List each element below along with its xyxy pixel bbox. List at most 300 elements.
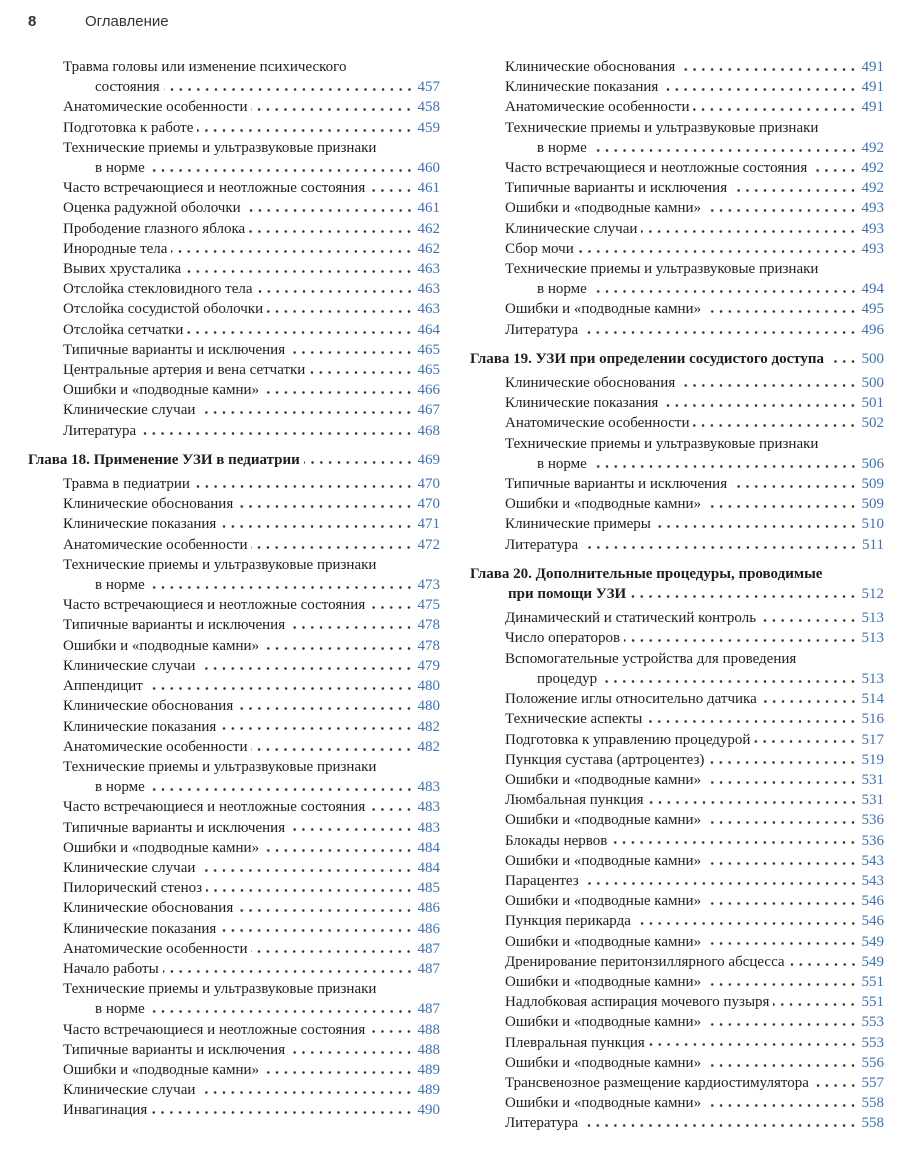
toc-entry-label: Прободение глазного яблока xyxy=(63,220,246,237)
dot-leader xyxy=(199,1080,415,1100)
toc-line xyxy=(28,138,440,158)
toc-page-number: 514 xyxy=(861,691,884,708)
toc-entry xyxy=(28,219,440,239)
dot-leader xyxy=(194,474,416,494)
toc-page-number: 487 xyxy=(417,940,440,957)
toc-line xyxy=(28,575,440,595)
toc-line xyxy=(28,858,440,878)
toc-line xyxy=(28,656,440,676)
toc-page-number: 483 xyxy=(417,819,440,836)
toc-line xyxy=(470,932,884,952)
toc-line xyxy=(28,818,440,838)
dot-leader xyxy=(251,939,415,959)
toc-page-number: 492 xyxy=(861,180,884,197)
dot-leader xyxy=(147,676,416,696)
dot-leader xyxy=(789,952,860,972)
toc-page-number: 483 xyxy=(417,799,440,816)
toc-page-number: 469 xyxy=(417,451,440,468)
toc-line xyxy=(28,797,440,817)
toc-page-number: 467 xyxy=(417,402,440,419)
toc-entry-label: в норме xyxy=(537,455,587,472)
toc-line xyxy=(28,450,440,470)
toc-line xyxy=(470,1073,884,1093)
toc-entry-label: в норме xyxy=(95,160,145,177)
toc-entry-label: Клинические случаи xyxy=(63,859,196,876)
toc-entry-label: в норме xyxy=(95,1001,145,1018)
toc-page-number: 556 xyxy=(861,1054,884,1071)
toc-line xyxy=(28,1040,440,1060)
toc-page-number: 501 xyxy=(861,395,884,412)
dot-leader xyxy=(149,575,416,595)
toc-line xyxy=(28,676,440,696)
toc-page-number: 506 xyxy=(861,455,884,472)
dot-leader xyxy=(251,535,415,555)
table-of-contents xyxy=(28,57,884,1134)
toc-entry xyxy=(28,676,440,696)
toc-entry xyxy=(28,97,440,117)
toc-entry-label: состояния xyxy=(95,79,160,96)
dot-leader xyxy=(251,97,415,117)
dot-leader xyxy=(369,797,415,817)
toc-entry-label: Число операторов xyxy=(505,630,621,647)
dot-leader xyxy=(237,898,415,918)
dot-leader xyxy=(582,1113,859,1133)
toc-entry xyxy=(470,770,884,790)
toc-entry xyxy=(28,360,440,380)
toc-page-number: 494 xyxy=(861,281,884,298)
toc-entry-label: Положение иглы относительно датчика xyxy=(505,691,757,708)
toc-entry-label: Люмбальная пункция xyxy=(505,792,644,809)
toc-page-number: 462 xyxy=(417,240,440,257)
toc-page-number: 478 xyxy=(417,637,440,654)
dot-leader xyxy=(369,1020,415,1040)
toc-entry-label: Инвагинация xyxy=(63,1102,148,1119)
toc-entry-label: Часто встречающиеся и неотложные состояния xyxy=(63,1021,366,1038)
dot-leader xyxy=(369,595,415,615)
toc-column-left xyxy=(28,57,440,1134)
toc-page-number: 484 xyxy=(417,839,440,856)
toc-entry-label: Надлобковая аспирация мочевого пузыря xyxy=(505,994,770,1011)
dot-leader xyxy=(582,535,860,555)
toc-line xyxy=(28,320,440,340)
dot-leader xyxy=(705,851,859,871)
toc-entry-label: Аппендицит xyxy=(63,678,143,695)
toc-entry-label: Технические приемы и ультразвуковые признаки xyxy=(63,981,377,998)
toc-page-number: 483 xyxy=(417,779,440,796)
toc-entry-label: Ошибки и «подводные камни» xyxy=(505,200,702,217)
dot-leader xyxy=(705,1093,859,1113)
toc-page-number: 466 xyxy=(417,382,440,399)
dot-leader xyxy=(249,219,415,239)
toc-entry-label: Ошибки и «подводные камни» xyxy=(505,973,702,990)
dot-leader xyxy=(705,1012,859,1032)
dot-leader xyxy=(648,790,860,810)
page-title: Оглавление xyxy=(85,13,169,30)
toc-entry xyxy=(28,979,440,1019)
toc-entry xyxy=(470,320,884,340)
toc-page-number: 536 xyxy=(861,832,884,849)
toc-line xyxy=(28,239,440,259)
toc-entry xyxy=(470,871,884,891)
toc-entry xyxy=(470,299,884,319)
dot-leader xyxy=(149,777,416,797)
toc-page-number: 493 xyxy=(861,200,884,217)
toc-line xyxy=(28,118,440,138)
toc-entry-label: Часто встречающиеся и неотложные состояния xyxy=(63,799,366,816)
toc-page-number: 464 xyxy=(417,321,440,338)
toc-entry xyxy=(28,717,440,737)
toc-entry xyxy=(28,198,440,218)
toc-entry xyxy=(470,494,884,514)
toc-entry xyxy=(470,608,884,628)
toc-entry-label: Клинические обоснования xyxy=(505,59,676,75)
toc-entry xyxy=(28,1080,440,1100)
toc-line xyxy=(470,1012,884,1032)
dot-leader xyxy=(220,514,415,534)
toc-page-number: 486 xyxy=(417,920,440,937)
toc-line xyxy=(28,555,440,575)
toc-page-number: 482 xyxy=(417,738,440,755)
toc-entry-label: Глава 19. УЗИ при определении сосудистого доступа xyxy=(470,350,825,367)
toc-entry-label: Блокады нервов xyxy=(505,832,608,849)
toc-entry xyxy=(28,919,440,939)
toc-line xyxy=(28,77,440,97)
toc-line xyxy=(470,373,884,393)
toc-line xyxy=(470,891,884,911)
toc-line xyxy=(470,709,884,729)
toc-entry-label: Глава 20. Дополнительные процедуры, проводимые xyxy=(470,565,823,582)
toc-entry xyxy=(28,959,440,979)
toc-line xyxy=(28,939,440,959)
toc-entry xyxy=(470,239,884,259)
dot-leader xyxy=(140,421,415,441)
toc-entry xyxy=(28,178,440,198)
toc-entry-label: Отслойка стекловидного тела xyxy=(63,281,253,298)
toc-entry xyxy=(470,219,884,239)
toc-entry-label: Клинические примеры xyxy=(505,516,651,533)
dot-leader xyxy=(646,709,859,729)
toc-entry xyxy=(28,239,440,259)
dot-leader xyxy=(705,494,859,514)
dot-leader xyxy=(199,656,415,676)
toc-entry-label: Отслойка сетчатки xyxy=(63,321,184,338)
toc-page-number: 460 xyxy=(417,160,440,177)
toc-entry-label: Ошибки и «подводные камни» xyxy=(505,893,702,910)
toc-page-number: 531 xyxy=(861,792,884,809)
toc-page-number: 519 xyxy=(861,751,884,768)
dot-leader xyxy=(263,1060,415,1080)
dot-leader xyxy=(705,891,859,911)
toc-entry-label: Вывих хрусталика xyxy=(63,261,182,278)
toc-entry-label: Ошибки и «подводные камни» xyxy=(505,301,702,318)
toc-entry xyxy=(28,299,440,319)
toc-entry-label: Типичные варианты и исключения xyxy=(63,819,286,836)
toc-entry-label: Начало работы xyxy=(63,960,159,977)
toc-entry-label: Ошибки и «подводные камни» xyxy=(505,1095,702,1112)
toc-entry-label: Анатомические особенности xyxy=(63,738,248,755)
dot-leader xyxy=(705,1053,859,1073)
toc-line xyxy=(470,259,884,279)
dot-leader xyxy=(220,717,415,737)
toc-chapter-entry xyxy=(28,450,440,470)
toc-entry-label: Типичные варианты и исключения xyxy=(63,1041,286,1058)
dot-leader xyxy=(813,1073,860,1093)
toc-entry xyxy=(470,649,884,689)
toc-line xyxy=(470,564,884,584)
toc-page-number: 553 xyxy=(861,1014,884,1031)
toc-page-number: 459 xyxy=(417,119,440,136)
toc-line xyxy=(28,1020,440,1040)
toc-entry xyxy=(470,972,884,992)
toc-entry xyxy=(28,615,440,635)
dot-leader xyxy=(369,178,415,198)
toc-page-number: 475 xyxy=(417,597,440,614)
toc-entry-label: Инородные тела xyxy=(63,240,168,257)
toc-line xyxy=(28,1080,440,1100)
toc-entry xyxy=(470,750,884,770)
toc-page-number: 549 xyxy=(861,933,884,950)
dot-leader xyxy=(289,615,415,635)
toc-entry xyxy=(470,932,884,952)
toc-page-number: 471 xyxy=(417,516,440,533)
toc-page-number: 543 xyxy=(861,852,884,869)
toc-page-number: 465 xyxy=(417,341,440,358)
dot-leader xyxy=(267,299,415,319)
dot-leader xyxy=(171,239,415,259)
toc-page-number: 495 xyxy=(861,301,884,318)
toc-page-number: 472 xyxy=(417,536,440,553)
toc-line xyxy=(28,158,440,178)
dot-leader xyxy=(828,349,859,369)
toc-line xyxy=(470,535,884,555)
dot-leader xyxy=(705,932,859,952)
toc-entry xyxy=(28,421,440,441)
toc-entry xyxy=(470,77,884,97)
toc-entry xyxy=(470,198,884,218)
toc-line xyxy=(28,898,440,918)
toc-line xyxy=(470,1113,884,1133)
toc-entry xyxy=(28,1060,440,1080)
toc-page-number: 458 xyxy=(417,99,440,116)
toc-entry xyxy=(470,1113,884,1133)
toc-entry-label: Центральные артерия и вена сетчатки xyxy=(63,362,306,379)
toc-line xyxy=(470,730,884,750)
toc-page-number: 551 xyxy=(861,973,884,990)
toc-entry-label: Типичные варианты и исключения xyxy=(505,180,728,197)
toc-entry-label: Технические приемы и ультразвуковые признаки xyxy=(63,556,377,573)
toc-entry-label: Анатомические особенности xyxy=(505,415,690,432)
toc-page-number: 553 xyxy=(861,1034,884,1051)
toc-line xyxy=(470,158,884,178)
dot-leader xyxy=(578,239,860,259)
toc-entry-label: при помощи УЗИ xyxy=(508,586,627,603)
toc-page-number: 492 xyxy=(861,160,884,177)
toc-line xyxy=(28,999,440,1019)
toc-entry xyxy=(470,891,884,911)
toc-page-number: 485 xyxy=(417,880,440,897)
toc-page-number: 517 xyxy=(861,731,884,748)
toc-line xyxy=(28,514,440,534)
toc-page-number: 478 xyxy=(417,617,440,634)
toc-line xyxy=(28,494,440,514)
toc-entry-label: Пилорический стеноз xyxy=(63,880,203,897)
toc-entry xyxy=(28,1100,440,1120)
toc-line xyxy=(470,239,884,259)
toc-entry-label: Ошибки и «подводные камни» xyxy=(505,852,702,869)
dot-leader xyxy=(149,158,416,178)
page-header xyxy=(28,13,169,30)
toc-page-number: 465 xyxy=(417,362,440,379)
toc-page-number: 482 xyxy=(417,718,440,735)
toc-entry xyxy=(28,898,440,918)
toc-entry xyxy=(28,1040,440,1060)
dot-leader xyxy=(649,1033,860,1053)
toc-entry-label: Клинические показания xyxy=(505,395,659,412)
toc-line xyxy=(470,474,884,494)
toc-page-number: 543 xyxy=(861,872,884,889)
toc-page-number: 488 xyxy=(417,1021,440,1038)
dot-leader xyxy=(591,279,860,299)
toc-entry xyxy=(28,858,440,878)
toc-entry-label: Ошибки и «подводные камни» xyxy=(63,382,260,399)
toc-entry-label: Глава 18. Применение УЗИ в педиатрии xyxy=(28,451,300,468)
toc-entry xyxy=(470,1053,884,1073)
toc-page-number: 531 xyxy=(861,771,884,788)
toc-entry-label: Ошибки и «подводные камни» xyxy=(505,1054,702,1071)
toc-entry-label: Ошибки и «подводные камни» xyxy=(505,771,702,788)
toc-entry-label: Клинические показания xyxy=(63,920,217,937)
toc-line xyxy=(470,972,884,992)
toc-entry-label: Технические приемы и ультразвуковые признаки xyxy=(505,261,819,278)
dot-leader xyxy=(641,219,859,239)
toc-entry xyxy=(28,400,440,420)
toc-entry xyxy=(28,1020,440,1040)
toc-entry xyxy=(470,57,884,77)
toc-entry-label: Ошибки и «подводные камни» xyxy=(505,933,702,950)
dot-leader xyxy=(611,831,859,851)
dot-leader xyxy=(263,380,415,400)
toc-line xyxy=(28,474,440,494)
toc-entry-label: Дренирование перитонзиллярного абсцесса xyxy=(505,953,785,970)
toc-line xyxy=(470,669,884,689)
toc-entry-label: Подготовка к управлению процедурой xyxy=(505,731,751,748)
toc-entry-label: в норме xyxy=(537,281,587,298)
dot-leader xyxy=(289,818,415,838)
toc-page-number: 557 xyxy=(861,1074,884,1091)
toc-page-number: 492 xyxy=(861,139,884,156)
toc-page-number: 496 xyxy=(861,321,884,338)
dot-leader xyxy=(601,669,859,689)
toc-page-number: 463 xyxy=(417,261,440,278)
toc-line xyxy=(470,219,884,239)
toc-page-number: 513 xyxy=(861,610,884,627)
toc-entry xyxy=(470,952,884,972)
toc-page-number: 488 xyxy=(417,1041,440,1058)
toc-entry-label: Клинические случаи xyxy=(63,657,196,674)
toc-line xyxy=(28,178,440,198)
toc-page-number: 516 xyxy=(861,711,884,728)
toc-entry-label: Клинические случаи xyxy=(63,1082,196,1099)
toc-line xyxy=(470,608,884,628)
toc-page-number: 457 xyxy=(417,79,440,96)
toc-entry-label: Плевральная пункция xyxy=(505,1034,645,1051)
toc-page-number: 487 xyxy=(417,960,440,977)
toc-line xyxy=(470,279,884,299)
toc-page-number: 461 xyxy=(417,200,440,217)
toc-entry-label: Вспомогательные устройства для проведения xyxy=(505,650,797,667)
dot-leader xyxy=(679,57,859,77)
toc-entry xyxy=(28,636,440,656)
toc-entry-label: Типичные варианты и исключения xyxy=(63,341,286,358)
toc-chapter-entry xyxy=(470,564,884,604)
toc-entry xyxy=(28,737,440,757)
toc-page-number: 473 xyxy=(417,577,440,594)
toc-entry xyxy=(28,555,440,595)
toc-line xyxy=(28,717,440,737)
toc-page-number: 463 xyxy=(417,301,440,318)
toc-line xyxy=(28,340,440,360)
toc-line xyxy=(470,628,884,648)
dot-leader xyxy=(163,959,416,979)
toc-entry xyxy=(470,97,884,117)
toc-line xyxy=(470,320,884,340)
toc-entry-label: Анатомические особенности xyxy=(63,99,248,116)
toc-entry xyxy=(28,57,440,97)
dot-leader xyxy=(731,178,859,198)
dot-leader xyxy=(206,878,415,898)
toc-entry-label: Анатомические особенности xyxy=(63,940,248,957)
dot-leader xyxy=(705,299,859,319)
dot-leader xyxy=(761,689,860,709)
toc-entry xyxy=(28,514,440,534)
toc-page-number: 512 xyxy=(861,586,884,603)
toc-entry-label: Клинические показания xyxy=(63,516,217,533)
toc-entry xyxy=(470,474,884,494)
toc-page-number: 510 xyxy=(861,516,884,533)
toc-line xyxy=(470,393,884,413)
toc-entry xyxy=(470,911,884,931)
toc-line xyxy=(28,959,440,979)
page-number-label: 8 xyxy=(28,13,37,30)
dot-leader xyxy=(151,1100,415,1120)
toc-entry xyxy=(470,373,884,393)
toc-entry-label: процедур xyxy=(537,670,598,687)
toc-entry xyxy=(28,279,440,299)
toc-entry-label: Анатомические особенности xyxy=(63,536,248,553)
toc-entry xyxy=(470,259,884,299)
toc-page-number: 500 xyxy=(861,375,884,392)
toc-line xyxy=(470,810,884,830)
dot-leader xyxy=(693,97,859,117)
toc-page-number: 558 xyxy=(861,1095,884,1112)
toc-entry xyxy=(28,818,440,838)
toc-entry xyxy=(470,810,884,830)
toc-page-number: 470 xyxy=(417,476,440,493)
toc-line xyxy=(28,421,440,441)
toc-column-right xyxy=(470,57,884,1134)
toc-line xyxy=(470,584,884,604)
toc-entry-label: Ошибки и «подводные камни» xyxy=(505,1014,702,1031)
toc-page-number: 463 xyxy=(417,281,440,298)
toc-line xyxy=(28,838,440,858)
toc-entry xyxy=(470,628,884,648)
toc-line xyxy=(470,413,884,433)
toc-line xyxy=(28,219,440,239)
dot-leader xyxy=(679,373,859,393)
toc-page-number: 484 xyxy=(417,859,440,876)
toc-line xyxy=(28,777,440,797)
toc-entry-label: в норме xyxy=(95,779,145,796)
